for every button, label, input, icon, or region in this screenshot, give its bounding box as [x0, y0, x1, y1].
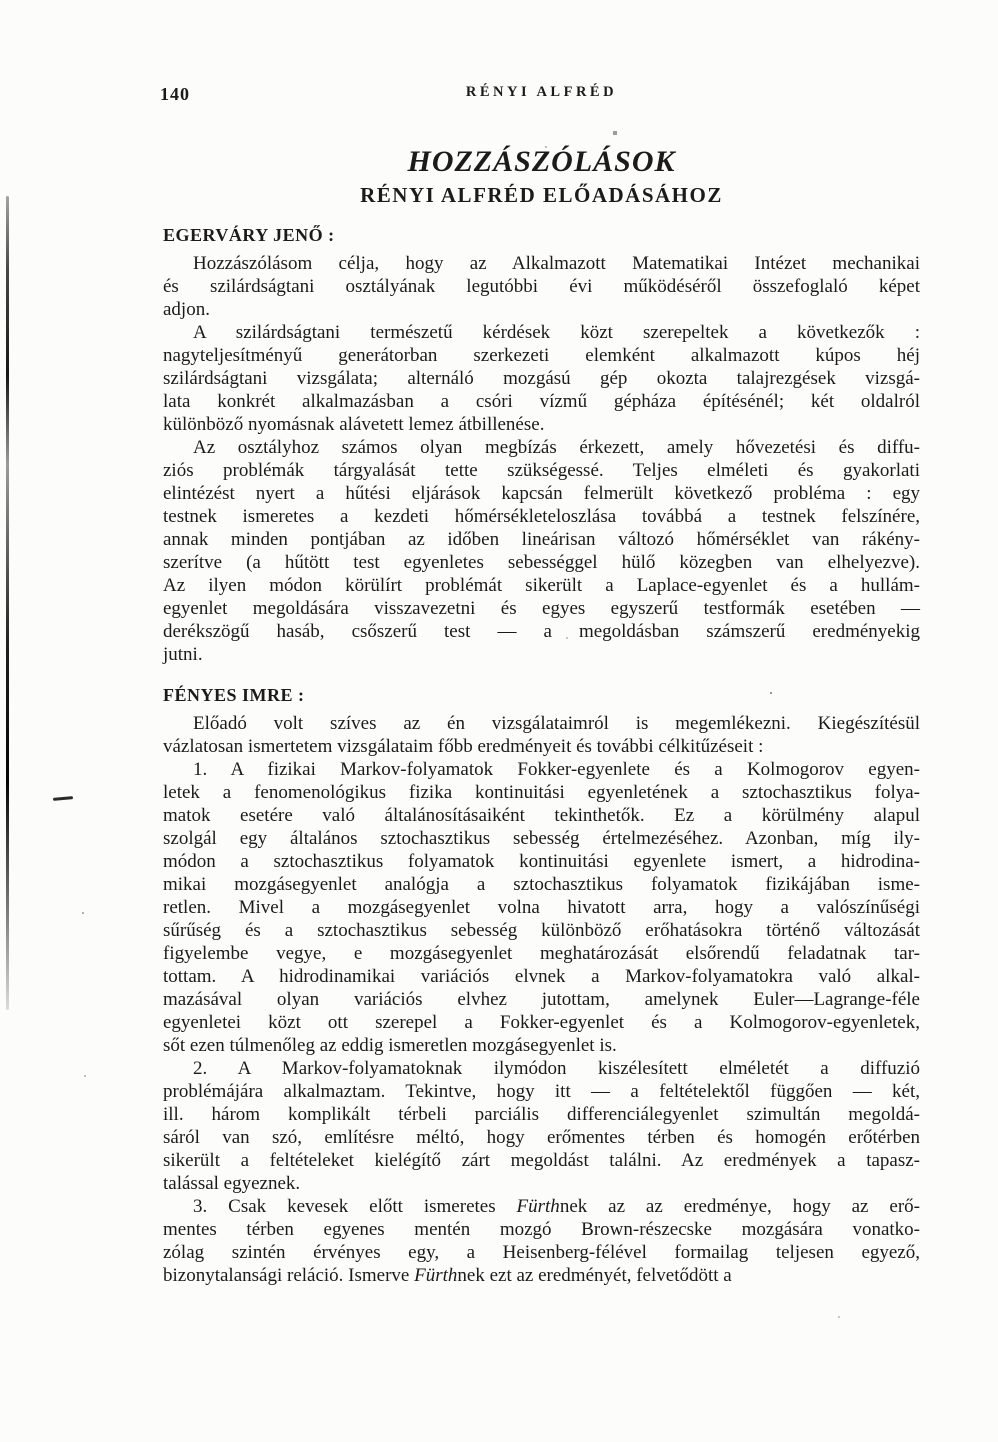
text-line: talással egyeznek.: [163, 1173, 301, 1194]
text-line: sáról van szó, említésre méltó, hogy erőmentes térben és homogén erőtérben: [163, 1127, 920, 1148]
running-title: RÉNYI ALFRÉD: [465, 84, 618, 100]
text-line: ill. három komplikált térbeli parciális differenciálegyenlet szimultán megoldá-: [163, 1104, 920, 1125]
text-line: módon a sztochasztikus folyamatok kontinuitási egyenlete ismert, a hidrodina-: [163, 851, 920, 872]
text-line: Az osztályhoz számos olyan megbízás érkezett, amely hővezetési és diffu-: [193, 437, 920, 458]
paragraph: [163, 321, 920, 436]
text-line: retlen. Mivel a mozgásegyenlet volna hivatott arra, hogy a valószínűségi: [163, 897, 920, 918]
text-line: annak minden pontjában az időben lineárisan változó hőmérséklet van rákény-: [163, 529, 920, 550]
text-line: letek a fenomenológikus fizika kontinuitási egyenletének a sztochasztikus folya-: [163, 782, 920, 803]
text-line: szerítve (a hűtött test egyenletes sebességgel hülő közegben van elhelyezve).: [163, 552, 920, 573]
paragraph: [163, 1195, 920, 1287]
text-line: mazásával olyan variációs elvhez jutottam, amelynek Euler—Lagrange-féle: [163, 989, 920, 1010]
text-line: mikai mozgásegyenlet analógja a sztochasztikus folyamatok fizikájában isme-: [163, 874, 920, 895]
document-title: HOZZÁSZÓLÁSOK: [407, 145, 676, 178]
section: [163, 684, 920, 1287]
text-line: mentes térben egyenes mentén mozgó Brown-részecske mozgására vonatko-: [163, 1219, 920, 1240]
text-line: és szilárdságtani osztályának legutóbbi évi működéséről összefoglaló képet: [163, 276, 920, 297]
text-line: egyenlet megoldására visszavezetni és egyes egyszerű testformák esetében —: [163, 598, 920, 619]
text-line: sűrűség és a sztochasztikus sebesség különböző erőhatásokra történő változását: [163, 920, 920, 941]
text-line: nagyteljesítményű generátorban szerkezeti elemként alkalmazott kúpos héj: [163, 345, 920, 366]
text-line: tottam. A hidrodinamikai variációs elvnek a Markov-folyamatokra való alkal-: [163, 966, 920, 987]
text-line: Az ilyen módon körülírt problémát sikerült a Laplace-egyenlet és a hullám-: [163, 575, 920, 596]
paragraph: [163, 1057, 920, 1195]
text-line: 3. Csak kevesek előtt ismeretes Fürthnek az az eredménye, hogy az erő-: [193, 1196, 920, 1217]
text-line: Hozzászólásom célja, hogy az Alkalmazott Matematikai Intézet mechanikai: [193, 253, 920, 274]
text-line: problémájára alkalmaztam. Tekintve, hogy itt — a feltételektől függően — két,: [163, 1081, 920, 1102]
text-line: derékszögű hasáb, csőszerű test — a megoldásban számszerű eredményekig: [163, 621, 920, 642]
text-line: szolgál egy általános sztochasztikus sebesség értelmezéséhez. Azonban, míg ily-: [163, 828, 920, 849]
paragraph: [163, 712, 920, 758]
text-line: zólag szintén érvényes egy, a Heisenberg-félével formailag teljesen egyező,: [163, 1242, 920, 1263]
text-line: bizonytalansági reláció. Ismerve Fürthnek ezt az eredményét, felvetődött a: [163, 1265, 732, 1286]
text-line: testnek ismeretes a kezdeti hőmérsékleteloszlása továbbá a testnek felszínére,: [163, 506, 920, 527]
text-block: [160, 84, 920, 1287]
scan-artifact-line: [6, 196, 9, 1010]
document-subtitle: RÉNYI ALFRÉD ELŐADÁSÁHOZ: [360, 183, 723, 207]
paragraph: [163, 252, 920, 321]
text-line: vázlatosan ismertetem vizsgálataim főbb eredményeit és további célkitűzéseit :: [163, 736, 764, 757]
text-line: elintézést nyert a hűtési eljárások kapcsán felmerült következő probléma : egy: [163, 483, 920, 504]
text-line: egyenletei közt ott szerepel a Fokker-egyenlet és a Kolmogorov-egyenletek,: [163, 1012, 920, 1033]
text-line: sőt ezen túlmenőleg az eddig ismeretlen mozgásegyenlet is.: [163, 1035, 617, 1056]
text-line: 1. A fizikai Markov-folyamatok Fokker-egyenlete és a Kolmogorov egyen-: [193, 759, 920, 780]
speaker-name: FÉNYES IMRE :: [163, 685, 305, 705]
text-line: 2. A Markov-folyamatoknak ilymódon kiszélesített elméletét a diffuzió: [193, 1058, 920, 1079]
text-line: ziós problémák tárgyalását tette szükségessé. Teljes elméleti és gyakorlati: [163, 460, 920, 481]
text-line: matok esetére való általánosításaiként tekinthetők. Ez a körülmény alapul: [163, 805, 920, 826]
section: [163, 224, 920, 666]
text-line: Előadó volt szíves az én vizsgálataimról is megemlékezni. Kiegészítésül: [193, 713, 920, 734]
text-line: szilárdságtani vizsgálata; alternáló mozgású gép okozta talajrezgések vizsgá-: [163, 368, 920, 389]
text-line: lata konkrét alkalmazásban a csóri vízmű gépháza építésénél; két oldalról: [163, 391, 920, 412]
paragraph: [163, 436, 920, 666]
text-line: sikerült a feltételeket kielégítő zárt megoldást találni. Az eredmények a tapasz-: [163, 1150, 920, 1171]
page-number: 140: [160, 84, 190, 104]
text-line: különböző nyomásnak alávetett lemez átbillenése.: [163, 414, 545, 435]
text-line: jutni.: [163, 644, 203, 665]
margin-mark: [53, 796, 73, 801]
paper-specks: [0, 0, 2, 2]
page-header: [160, 84, 920, 104]
text-line: A szilárdságtani természetű kérdések közt szerepeltek a következők :: [193, 322, 920, 343]
paragraph: [163, 758, 920, 1057]
document-body: [163, 224, 920, 1287]
text-line: figyelembe vegye, e mozgásegyenlet meghatározását elsőrendű feladatnak tar-: [163, 943, 920, 964]
text-line: adjon.: [163, 299, 210, 320]
speaker-name: EGERVÁRY JENŐ :: [163, 225, 335, 245]
